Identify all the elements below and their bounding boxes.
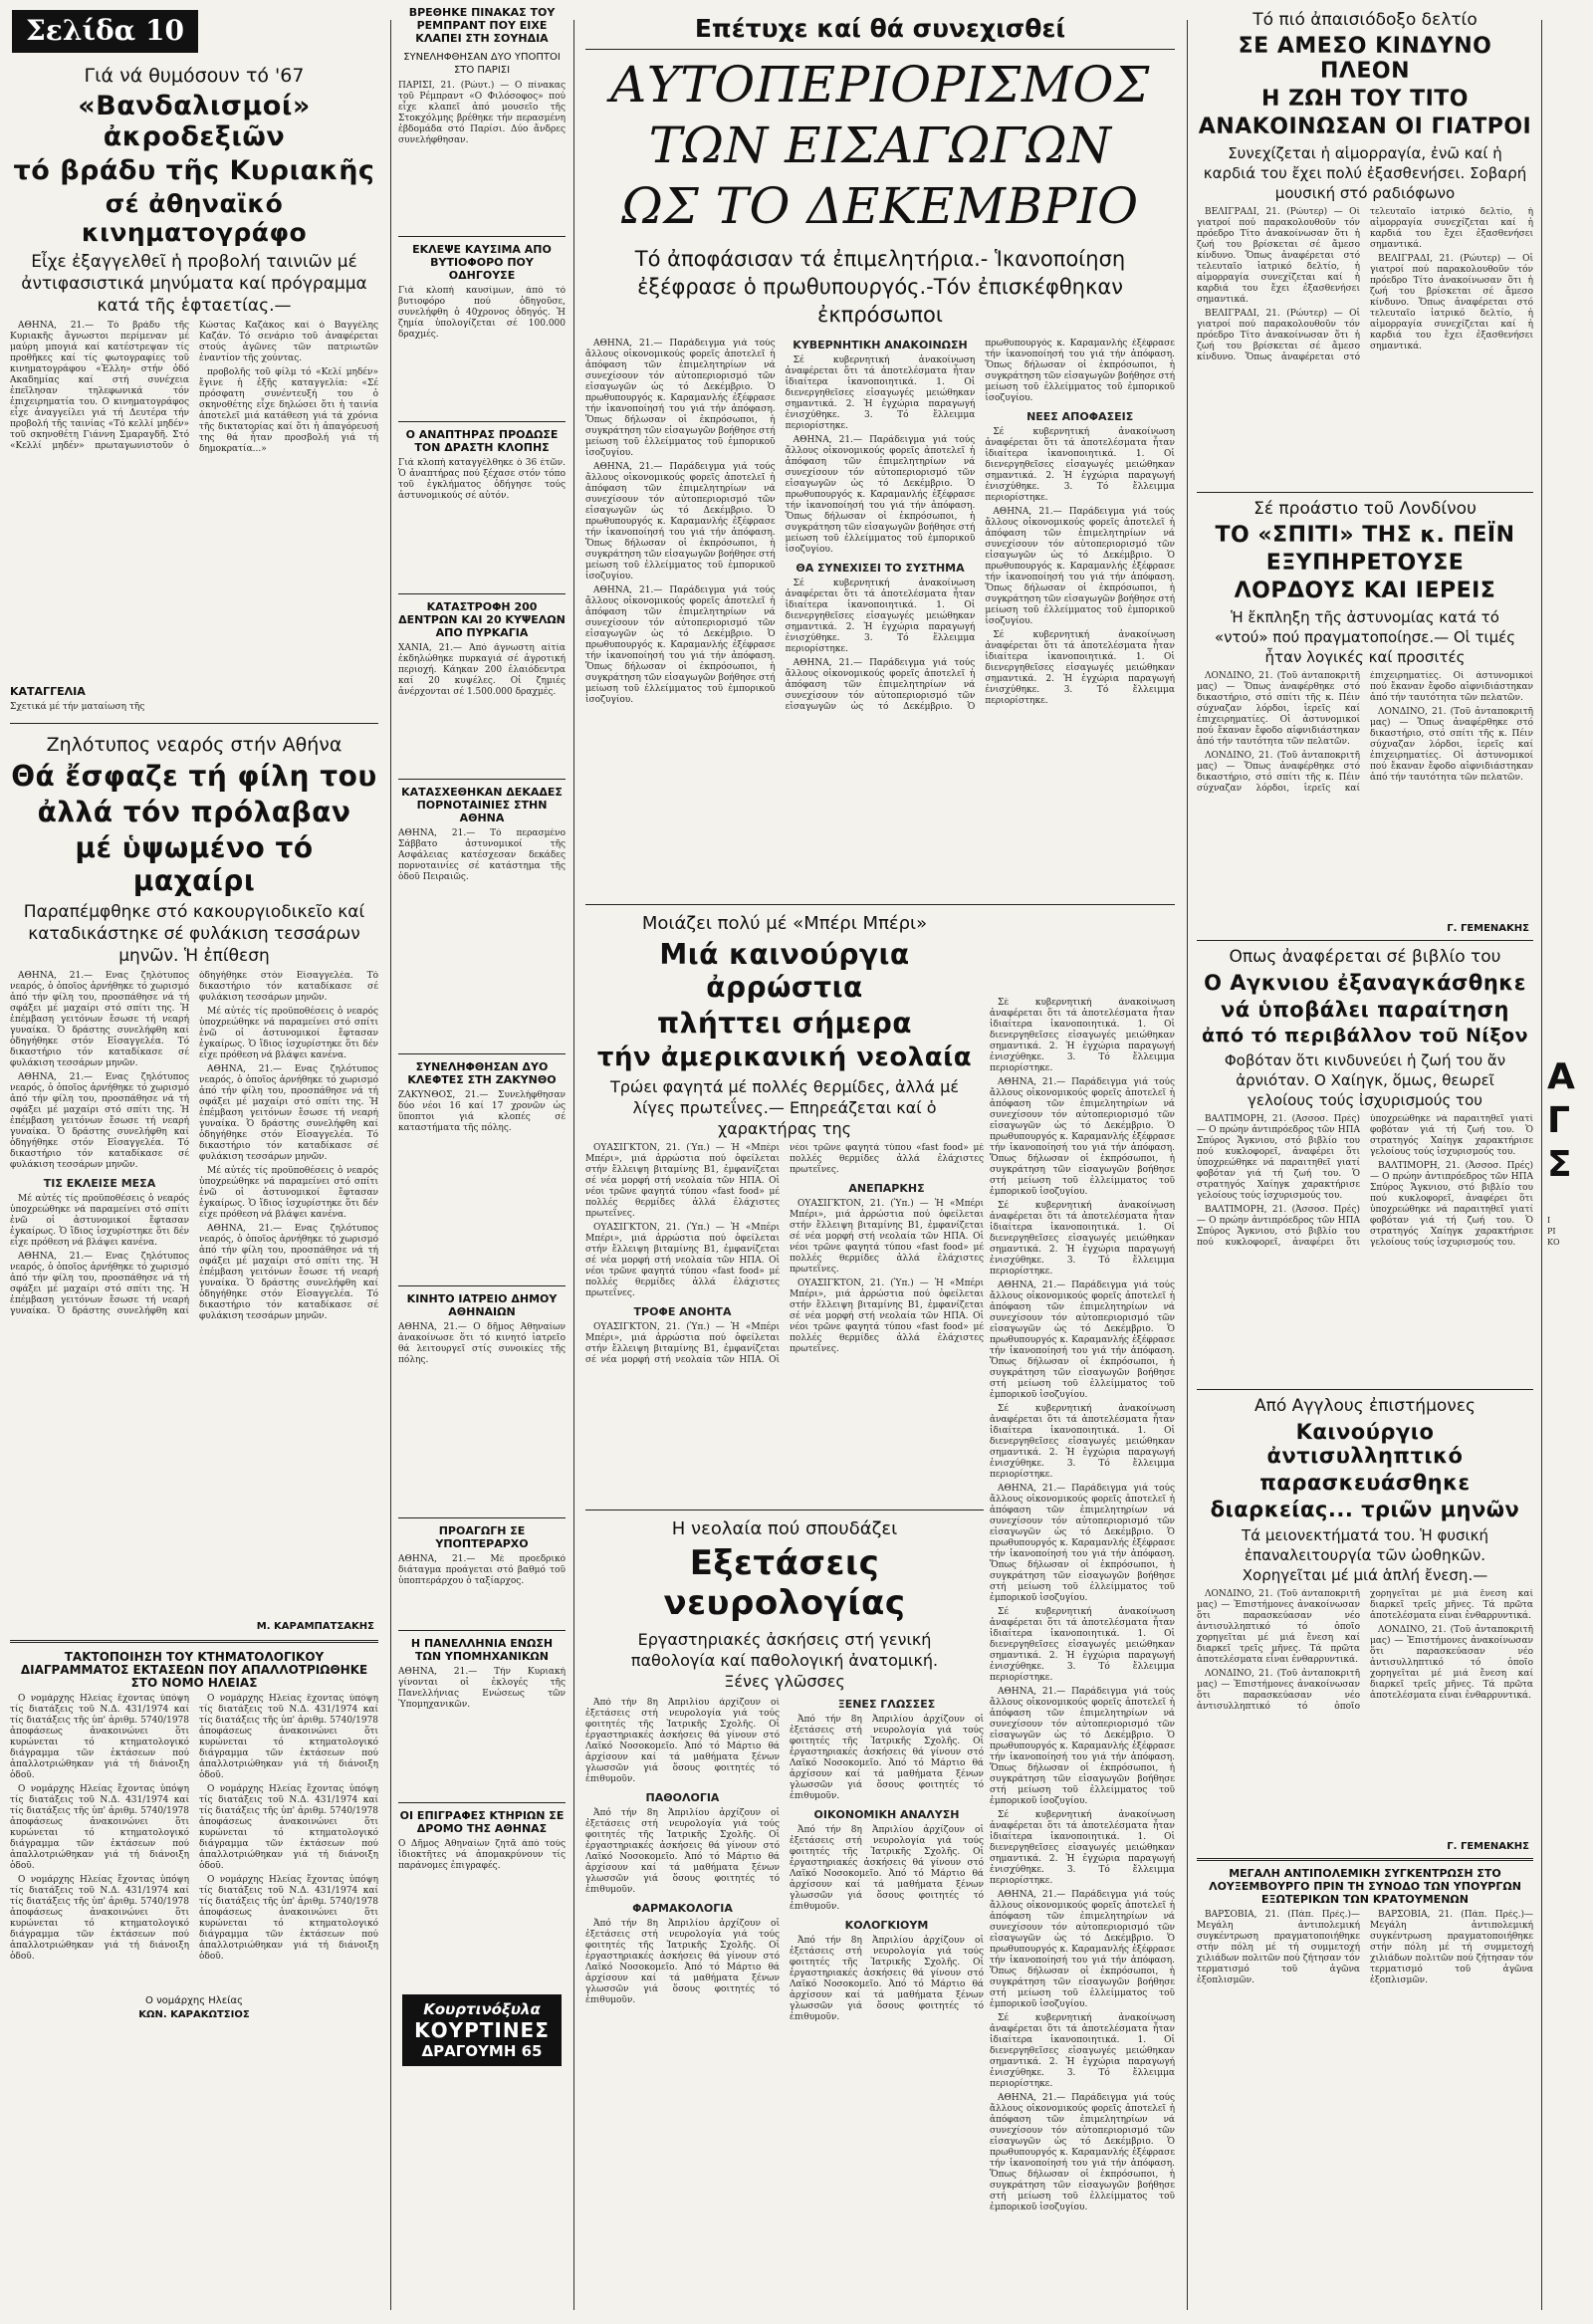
article-exams [577, 1518, 992, 2096]
signature-title: Ο νομάρχης Ηλείας [145, 1995, 243, 2006]
column-edge-fragment [1545, 0, 1593, 2324]
paragraph: ΑΘΗΝΑ, 21.— Ενας ζηλότυπος νεαρός, ὁ ὁποῖος ἀρνήθηκε τό χωρισμό ἀπό τήν φίλη του, προσπάθησε νά τή σφάξει μέ μαχαίρι στό σπίτι της. Ἡ ἐπέμβαση γειτόνων ἔσωσε τή νεαρή γυναίκα. Ὁ δράστης συνελήφθη καί ὁδηγήθηκε στόν Εἰσαγγελέα. Τό δικαστήριο τόν καταδίκασε σέ φυλάκιση τεσσάρων μηνῶν. [199, 1224, 378, 1321]
article-disease [577, 913, 992, 1502]
section-head: ΘΑ ΣΥΝΕΧΙΣΕΙ ΤΟ ΣΥΣΤΗΜΑ [796, 562, 965, 575]
brief-body: ΖΑΚΥΝΘΟΣ, 21.— Συνελήφθησαν δύο νέοι 16 καί 17 χρονῶν ὡς ὕποπτοι γιά κλοπές σέ καταστήματα τῆς πόλης. [398, 1090, 566, 1133]
headline-line: παρασκευάσθηκε [1259, 1471, 1471, 1495]
headline-line: σέ ἀθηναϊκό κινηματογράφο [81, 189, 308, 247]
brief-headline: ΚΙΝΗΤΟ ΙΑΤΡΕΙΟ ΔΗΜΟΥ ΑΘΗΝΑΙΩΝ [406, 1292, 558, 1318]
paragraph: Μέ αὐτές τίς προϋποθέσεις ὁ νεαρός ὑποχρεώθηκε νά παραμείνει στό σπίτι ἐνῶ οἱ ἀστυνομικοί ἔφτασαν ἐγκαίρως. Ὁ ἴδιος ἰσχυρίστηκε ὅτι δέν εἶχε πρόθεση νά βλάψει κανένα. [199, 1166, 378, 1220]
brief-body: ΧΑΝΙΑ, 21.— Ἀπό ἄγνωστη αἰτία ἐκδηλώθηκε πυρκαγιά σέ ἀγροτική περιοχή. Κάηκαν 200 ἐλαιόδεντρα καί 20 κυψέλες. Οἱ ζημιές ἀνέρχονται σέ 1.500.000 δραχμές. [398, 643, 566, 697]
section-head: ΟΙΚΟΝΟΜΙΚΗ ΑΝΑΛΥΣΗ [813, 1808, 960, 1821]
paragraph: ΒΑΡΣΟΒΙΑ, 21. (Πάπ. Πρές.)— Μεγάλη ἀντιπολεμική συγκέντρωση πραγματοποιήθηκε στήν πόλη μέ τή συμμετοχή χιλιάδων πολιτῶν πού ζήτησαν τόν τερματισμό τοῦ ἀγῶνα ἐξοπλισμῶν. [1197, 1910, 1360, 1985]
paragraph: Ο νομάρχης Ηλείας ἔχοντας ὑπόψη τίς διατάξεις τοῦ Ν.Δ. 431/1974 καί τίς διατάξεις τῆς ὑπ' ἀριθμ. 5740/1978 ἀποφάσεως ἀνακοινώνει ὅτι κυρώνεται τό κτηματολογικό διάγραμμα τῶν ἐκτάσεων πού ἀπαλλοτριώθηκαν γιά τή διάνοιξη ὁδοῦ. [199, 1784, 378, 1871]
subheadline: Φοβόταν ὅτι κινδυνεύει ἡ ζωή του ἄν ἀρνιόταν. Ο Χαίηγκ, ὅμως, θεωρεῖ γελοίους τούς ἰσχυρισμούς του [1224, 1051, 1506, 1109]
paragraph: Ἀπό τήν 8η Ἀπριλίου ἀρχίζουν οἱ ἐξετάσεις στή νευρολογία γιά τούς φοιτητές τῆς Ἰατρικῆς Σχολῆς. Οἱ ἐργαστηριακές ἀσκήσεις θά γίνουν στό Λαϊκό Νοσοκομεῖο. Ἀπό τό Μάρτιο θά ἀρχίσουν καί τά μαθήματα ξένων γλωσσῶν γιά ὅσους φοιτητές τό ἐπιθυμοῦν. [790, 1715, 984, 1801]
headline-line: Μιά καινούργια ἀρρώστια [659, 938, 910, 1004]
column-rule [573, 20, 574, 2310]
article-body [1197, 671, 1533, 920]
edge-fragment-text [1547, 1055, 1575, 1187]
headline-line: μέ ὑψωμένο τό μαχαίρι [75, 831, 314, 897]
paragraph: ΛΟΝΔΙΝΟ, 21. (Τοῦ ἀνταποκριτῆ μας) — Ὅπως ἀναφέρθηκε στό δικαστήριο, στό σπίτι τῆς κ. Πέιν σύχναζαν λόρδοι, ἱερεῖς καί ἐπιχειρηματίες. Οἱ ἀστυνομικοί πού ἔκαναν ἔφοδο αἰφνιδιάστηκαν ἀπό τήν ταυτότητα τῶν πελατῶν. [1370, 707, 1533, 783]
article-antiwar [1191, 1867, 1539, 2019]
headline-line: Ο Αγκνιου ἐξαναγκάσθηκε [1204, 971, 1526, 995]
paragraph: Ἀπό τήν 8η Ἀπριλίου ἀρχίζουν οἱ ἐξετάσεις στή νευρολογία γιά τούς φοιτητές τῆς Ἰατρικῆς Σχολῆς. Οἱ ἐργαστηριακές ἀσκήσεις θά γίνουν στό Λαϊκό Νοσοκομεῖο. Ἀπό τό Μάρτιο θά ἀρχίσουν καί τά μαθήματα ξένων γλωσσῶν γιά ὅσους φοιτητές τό ἐπιθυμοῦν. [585, 1919, 780, 2005]
headline-line: ΣΕ ΑΜΕΣΟ ΚΙΝΔΥΝΟ ΠΛΕΟΝ [1238, 34, 1492, 84]
paragraph: ΒΑΛΤΙΜΟΡΗ, 21. (Ἀσσοσ. Πρές) — Ο πρώην ἀντιπρόεδρος τῶν ΗΠΑ Σπύρος Ἄγκνιου, στό βιβλίο του πού κυκλοφορεῖ, ἀναφέρει ὅτι ὑποχρεώθηκε νά παραιτηθεῖ γιατί φοβόταν γιά τή ζωή του. Ὁ στρατηγός Χαίηγκ χαρακτήρισε γελοίους τούς ἰσχυρισμούς του. [1197, 1114, 1533, 1248]
paragraph: Σέ κυβερνητική ἀνακοίνωση ἀναφέρεται ὅτι τά ἀποτελέσματα ἦταν ἰδιαίτερα ἱκανοποιητικά. 1. Οἱ διενεργηθεῖσες εἰσαγωγές μειώθηκαν σημαντικά. 2. Ἡ ἐγχώρια παραγωγή ἐνισχύθηκε. 3. Τό ἔλλειμμα περιορίστηκε. [990, 1201, 1175, 1277]
brief-body: Γιά κλοπή καταγγέλθηκε ὁ 36 ἐτῶν. Ὁ ἀναπτήρας πού ξέχασε στόν τόπο τοῦ ἐγκλήματος ὁδήγησε τούς ἀστυνομικούς σέ αὐτόν. [398, 458, 566, 501]
kicker: Από Αγγλους ἐπιστήμονες [1254, 1396, 1476, 1416]
paragraph: Μέ αὐτές τίς προϋποθέσεις ὁ νεαρός ὑποχρεώθηκε νά παραμείνει στό σπίτι ἐνῶ οἱ ἀστυνομικοί ἔφτασαν ἐγκαίρως. Ὁ ἴδιος ἰσχυρίστηκε ὅτι δέν εἶχε πρόθεση νά βλάψει κανένα. [10, 1194, 189, 1248]
paragraph: ΛΟΝΔΙΝΟ, 21. (Τοῦ ἀνταποκριτῆ μας) — Ὅπως ἀναφέρθηκε στό δικαστήριο, στό σπίτι τῆς κ. Πέιν σύχναζαν λόρδοι, ἱερεῖς καί ἐπιχειρηματίες. Οἱ ἀστυνομικοί πού ἔκαναν ἔφοδο αἰφνιδιάστηκαν ἀπό τήν ταυτότητα τῶν πελατῶν. [1197, 671, 1533, 794]
paragraph: ΑΘΗΝΑ, 21.— Ενας ζηλότυπος νεαρός, ὁ ὁποῖος ἀρνήθηκε τό χωρισμό ἀπό τήν φίλη του, προσπάθησε νά τή σφάξει μέ μαχαίρι στό σπίτι της. Ἡ ἐπέμβαση γειτόνων ἔσωσε τή νεαρή γυναίκα. Ὁ δράστης συνελήφθη καί ὁδηγήθηκε στόν Εἰσαγγελέα. Τό δικαστήριο τόν καταδίκασε σέ φυλάκιση τεσσάρων μηνῶν. [10, 971, 378, 1316]
brief-body: ΑΘΗΝΑ, 21.— Τήν Κυριακή γίνονται οἱ ἐκλογές τῆς Πανελλήνιας Ενώσεως τῶν Ὑπομηχανικῶν. [398, 1667, 566, 1710]
brief-headline: ΚΑΤΑΣΧΕΘΗΚΑΝ ΔΕΚΑΔΕΣ ΠΟΡΝΟΤΑΙΝΙΕΣ ΣΤΗΝ ΑΘΗΝΑ [401, 786, 563, 824]
article-continuation [990, 998, 1175, 2282]
paragraph: ΑΘΗΝΑ, 21.— Τό βράδυ τῆς Κυριακῆς ἄγνωστοι περίμεναν μέ μαύρη μπογιά καί κατέστρεψαν τίς προθῆκες καί τίς φωτογραφίες τοῦ κινηματογράφου «Ἐλλη» στήν ὁδό Ακαδημίας καί στή συνέχεια ἐπεῖλησαν τηλεφωνικά τόν ἐπιχειρηματία του. Ο κινηματογράφος εἶχε ἀναγγείλει γιά τή Δευτέρα τήν προβολή τῆς ταινίας «Τό κελλί μηδέν» τοῦ σκηνοθέτη Γιάννη Σμαραγδῆ. Στό «Κελλί μηδέν» πρωταγωνιστοῦν ὁ Κώστας Καζάκος καί ὁ Βαγγέλης Καζάν. Τό σενάριο τοῦ ἀναφέρεται στούς ἀγῶνες τῶν πατριωτῶν ἐναντίον τῆς χούντας. [10, 321, 378, 451]
ad-line: ΔΡΑΓΟΥΜΗ 65 [421, 2042, 543, 2060]
paragraph: ΒΑΛΤΙΜΟΡΗ, 21. (Ἀσσοσ. Πρές) — Ο πρώην ἀντιπρόεδρος τῶν ΗΠΑ Σπύρος Ἄγκνιου, στό βιβλίο του πού κυκλοφορεῖ, ἀναφέρει ὅτι ὑποχρεώθηκε νά παραιτηθεῖ γιατί φοβόταν γιά τή ζωή του. Ὁ στρατηγός Χαίηγκ χαρακτήρισε γελοίους τούς ἰσχυρισμούς του. [1197, 1114, 1360, 1201]
headline-line: τό βράδυ τῆς Κυριακῆς [13, 155, 375, 186]
paragraph: Σέ κυβερνητική ἀνακοίνωση ἀναφέρεται ὅτι τά ἀποτελέσματα ἦταν ἰδιαίτερα ἱκανοποιητικά. 1. Οἱ διενεργηθεῖσες εἰσαγωγές μειώθηκαν σημαντικά. 2. Ἡ ἐγχώρια παραγωγή ἐνισχύθηκε. 3. Τό ἔλλειμμα περιορίστηκε. [985, 630, 1175, 706]
paragraph: ΑΘΗΝΑ, 21.— Παράδειγμα γιά τούς ἄλλους οἰκονομικούς φορεῖς ἀποτελεῖ ἡ ἀπόφαση τῶν ἐπιμελητηρίων νά συνεχίσουν τόν αὐτοπεριορισμό τῶν εἰσαγωγῶν ὡς τό Δεκέμβριο. Ὁ πρωθυπουργός κ. Καραμανλής ἐξέφρασε τήν ἱκανοποίησή του γιά τήν ἀπόφαση. Ὅπως δήλωσαν οἱ ἐκπρόσωποι, ἡ συγκράτηση τῶν εἰσαγωγῶν βοήθησε στή μείωση τοῦ ἐλλείμματος τοῦ ἐμπορικοῦ ἰσοζυγίου. [990, 1077, 1175, 1197]
brief-headline: ΟΙ ΕΠΙΓΡΑΦΕΣ ΚΤΗΡΙΩΝ ΣΕ ΔΡΟΜΟ ΤΗΣ ΑΘΗΝΑΣ [399, 1809, 565, 1835]
kicker: Ζηλότυπος νεαρός στήν Αθήνα [46, 734, 342, 756]
paragraph: Σέ κυβερνητική ἀνακοίνωση ἀναφέρεται ὅτι τά ἀποτελέσματα ἦταν ἰδιαίτερα ἱκανοποιητικά. 1. Οἱ διενεργηθεῖσες εἰσαγωγές μειώθηκαν σημαντικά. 2. Ἡ ἐγχώρια παραγωγή ἐνισχύθηκε. 3. Τό ἔλλειμμα περιορίστηκε. [785, 355, 976, 431]
brief-body: Γιά κλοπή καυσίμων, ἀπό τό βυτιοφόρο πού ὁδηγοῦσε, συνελήφθη ὁ 40χρονος ὁδηγός. Ἡ ζημία ὑπολογίζεται σέ 100.000 δραχμές. [398, 286, 566, 340]
paragraph: Ἀπό τήν 8η Ἀπριλίου ἀρχίζουν οἱ ἐξετάσεις στή νευρολογία γιά τούς φοιτητές τῆς Ἰατρικῆς Σχολῆς. Οἱ ἐργαστηριακές ἀσκήσεις θά γίνουν στό Λαϊκό Νοσοκομεῖο. Ἀπό τό Μάρτιο θά ἀρχίσουν καί τά μαθήματα ξένων γλωσσῶν γιά ὅσους φοιτητές τό ἐπιθυμοῦν. [585, 1808, 780, 1895]
paragraph: Σέ κυβερνητική ἀνακοίνωση ἀναφέρεται ὅτι τά ἀποτελέσματα ἦταν ἰδιαίτερα ἱκανοποιητικά. 1. Οἱ διενεργηθεῖσες εἰσαγωγές μειώθηκαν σημαντικά. 2. Ἡ ἐγχώρια παραγωγή ἐνισχύθηκε. 3. Τό ἔλλειμμα περιορίστηκε. [990, 1404, 1175, 1480]
edge-glyph: ΡΙ [1547, 1227, 1556, 1236]
paragraph: ΑΘΗΝΑ, 21.— Παράδειγμα γιά τούς ἄλλους οἰκονομικούς φορεῖς ἀποτελεῖ ἡ ἀπόφαση τῶν ἐπιμελητηρίων νά συνεχίσουν τόν αὐτοπεριορισμό τῶν εἰσαγωγῶν ὡς τό Δεκέμβριο. Ὁ πρωθυπουργός κ. Καραμανλής ἐξέφρασε τήν ἱκανοποίησή του γιά τήν ἀπόφαση. Ὅπως δήλωσαν οἱ ἐκπρόσωποι, ἡ συγκράτηση τῶν εἰσαγωγῶν βοήθησε στή μείωση τοῦ ἐλλείμματος τοῦ ἐμπορικοῦ ἰσοζυγίου. [990, 1280, 1175, 1400]
paragraph: Μέ αὐτές τίς προϋποθέσεις ὁ νεαρός ὑποχρεώθηκε νά παραμείνει στό σπίτι ἐνῶ οἱ ἀστυνομικοί ἔφτασαν ἐγκαίρως. Ὁ ἴδιος ἰσχυρίστηκε ὅτι δέν εἶχε πρόθεση νά βλάψει κανένα. [199, 1007, 378, 1060]
paragraph: ΒΕΛΙΓΡΑΔΙ, 21. (Ρώυτερ) — Οἱ γιατροί πού παρακολουθοῦν τόν πρόεδρο Τίτο ἀνακοίνωσαν ὅτι ἡ ζωή του βρίσκεται σέ ἄμεσο κίνδυνο. Ὅπως ἀναφέρεται στό τελευταῖο ἰατρικό δελτίο, ἡ αἱμορραγία συνεχίζεται καί ἡ καρδιά του ἔχει ἐξασθενήσει σημαντικά. [1197, 207, 1360, 305]
subheadline: Τρώει φαγητά μέ πολλές θερμίδες, ἀλλά μέ λίγες πρωτεΐνες.— Επηρεάζεται καί ὁ χαρακτήρας της [610, 1077, 959, 1138]
headline: ΜΕΓΑΛΗ ΑΝΤΙΠΟΛΕΜΙΚΗ ΣΥΓΚΕΝΤΡΩΣΗ ΣΤΟ ΛΟΥΞΕΜΒΟΥΡΓΟ ΠΡΙΝ ΤΗ ΣΥΝΟΔΟ ΤΩΝ ΥΠΟΥΡΓΩΝ ΕΞΩΤΕΡΙΚΩΝ ΤΩΝ ΚΡΑΤΟΥΜΕΝΩΝ [1209, 1867, 1521, 1906]
paragraph: Σχετικά μέ τήν ματαίωση τῆς [10, 702, 145, 712]
paragraph: Ο νομάρχης Ηλείας ἔχοντας ὑπόψη τίς διατάξεις τοῦ Ν.Δ. 431/1974 καί τίς διατάξεις τῆς ὑπ' ἀριθμ. 5740/1978 ἀποφάσεως ἀνακοινώνει ὅτι κυρώνεται τό κτηματολογικό διάγραμμα τῶν ἐκτάσεων πού ἀπαλλοτριώθηκαν γιά τή διάνοιξη ὁδοῦ. [10, 1784, 189, 1871]
subheadline: Τά μειονεκτήματά του. Ἡ φυσική ἐπαναλειτουργία τῶν ὠοθηκῶν. Χορηγεῖται μέ μιά ἁπλή ἔνεση.— [1242, 1526, 1488, 1584]
paragraph: προβολῆς τοῦ φίλμ τό «Κελί μηδέν» ἔγινε ἡ ἑξῆς καταγγελία: «Σέ πρόσφατη συνέντευξή του ὁ σκηνοθέτης εἶχε δηλώσει ὅτι ἡ ταινία ἀποτελεῖ μιά κατάθεση γιά τά χρόνια τῆς δικτατορίας καί ὅτι ἡ ἀπαγόρευσή της θά ἦταν προσβολή γιά τή δημοκρατία...» [199, 367, 378, 454]
headline: ΤΑΚΤΟΠΟΙΗΣΗ ΤΟΥ ΚΤΗΜΑΤΟΛΟΓΙΚΟΥ ΔΙΑΓΡΑΜΜΑΤΟΣ ΕΚΤΑΣΕΩΝ ΠΟΥ ΑΠΑΛΛΟΤΡΙΩΘΗΚΕ ΣΤΟ ΝΟΜΟ ΗΛΕΙΑΣ [20, 1650, 368, 1690]
headline-line: ΑΥΤΟΠΕΡΙΟΡΙΣΜΟΣ [610, 56, 1150, 114]
brief-headline: ΚΑΤΑΣΤΡΟΦΗ 200 ΔΕΝΤΡΩΝ ΚΑΙ 20 ΚΥΨΕΛΩΝ ΑΠΟ ΠΥΡΚΑΓΙΑ [398, 600, 566, 639]
paragraph: ΟΥΑΣΙΓΚΤΟΝ, 21. (Ὑπ.) — Ἡ «Μπέρι Μπέρι», μιά ἀρρώστια πού ὀφείλεται στήν ἔλλειψη βιταμίνης Β1, ἐμφανίζεται σέ νέα μορφή στή νεολαία τῶν ΗΠΑ. Οἱ νέοι τρῶνε φαγητά τύπου «fast food» μέ πολλές θερμίδες ἀλλά ἐλάχιστες πρωτεΐνες. [790, 1278, 984, 1354]
section-head: ΤΙΣ ΕΚΛΕΙΣΕ ΜΕΣΑ [43, 1177, 156, 1190]
article-tito [1191, 10, 1539, 486]
headline-line: ἀλλά τόν πρόλαβαν [37, 796, 351, 828]
paragraph: ΑΘΗΝΑ, 21.— Παράδειγμα γιά τούς ἄλλους οἰκονομικούς φορεῖς ἀποτελεῖ ἡ ἀπόφαση τῶν ἐπιμελητηρίων νά συνεχίσουν τόν αὐτοπεριορισμό τῶν εἰσαγωγῶν ὡς τό Δεκέμβριο. Ὁ πρωθυπουργός κ. Καραμανλής ἐξέφρασε τήν ἱκανοποίησή του γιά τήν ἀπόφαση. Ὅπως δήλωσαν οἱ ἐκπρόσωποι, ἡ συγκράτηση τῶν εἰσαγωγῶν βοήθησε στή μείωση τοῦ ἐλλείμματος τοῦ ἐμπορικοῦ ἰσοζυγίου. [785, 435, 976, 555]
section-head: ΤΡΟΦΕ ΑΝΟΗΤΑ [633, 1305, 732, 1318]
edge-fragment-body [1547, 1215, 1591, 1248]
headline-line: Καινούργιο ἀντισυλληπτικό [1266, 1420, 1464, 1468]
article-body [10, 321, 378, 679]
article-body [585, 1143, 984, 1502]
paragraph: ΟΥΑΣΙΓΚΤΟΝ, 21. (Ὑπ.) — Ἡ «Μπέρι Μπέρι», μιά ἀρρώστια πού ὀφείλεται στήν ἔλλειψη βιταμίνης Β1, ἐμφανίζεται σέ νέα μορφή στή νεολαία τῶν ΗΠΑ. Οἱ νέοι τρῶνε φαγητά τύπου «fast food» μέ πολλές θερμίδες ἀλλά ἐλάχιστες πρωτεΐνες. [585, 1143, 780, 1219]
paragraph: Ἀπό τήν 8η Ἀπριλίου ἀρχίζουν οἱ ἐξετάσεις στή νευρολογία γιά τούς φοιτητές τῆς Ἰατρικῆς Σχολῆς. Οἱ ἐργαστηριακές ἀσκήσεις θά γίνουν στό Λαϊκό Νοσοκομεῖο. Ἀπό τό Μάρτιο θά ἀρχίσουν καί τά μαθήματα ξένων γλωσσῶν γιά ὅσους φοιτητές τό ἐπιθυμοῦν. [790, 1825, 984, 1912]
paragraph: ΑΘΗΝΑ, 21.— Παράδειγμα γιά τούς ἄλλους οἰκονομικούς φορεῖς ἀποτελεῖ ἡ ἀπόφαση τῶν ἐπιμελητηρίων νά συνεχίσουν τόν αὐτοπεριορισμό τῶν εἰσαγωγῶν ὡς τό Δεκέμβριο. Ὁ πρωθυπουργός κ. Καραμανλής ἐξέφρασε τήν ἱκανοποίησή του γιά τήν ἀπόφαση. Ὅπως δήλωσαν οἱ ἐκπρόσωποι, ἡ συγκράτηση τῶν εἰσαγωγῶν βοήθησε στή μείωση τοῦ ἐλλείμματος τοῦ ἐμπορικοῦ ἰσοζυγίου. [990, 2093, 1175, 2212]
subheadline: Ἡ ἔκπληξη τῆς ἀστυνομίας κατά τό «ντού» πού πραγματοποίησε.— Οἱ τιμές ἦταν λογικές καί προσιτές [1214, 608, 1516, 666]
paragraph: ΛΟΝΔΙΝΟ, 21. (Τοῦ ἀνταποκριτῆ μας) — Ἐπιστήμονες ἀνακοίνωσαν ὅτι παρασκεύασαν νέο ἀντισυλληπτικό τό ὁποῖο χορηγεῖται μέ μιά ἔνεση καί διαρκεῖ τρεῖς μῆνες. Τά πρῶτα ἀποτελέσματα εἶναι ἐνθαρρυντικά. [1370, 1625, 1533, 1701]
kicker: Γιά νά θυμόσουν τό '67 [84, 65, 305, 87]
paragraph: Ο νομάρχης Ηλείας ἔχοντας ὑπόψη τίς διατάξεις τοῦ Ν.Δ. 431/1974 καί τίς διατάξεις τῆς ὑπ' ἀριθμ. 5740/1978 ἀποφάσεως ἀνακοινώνει ὅτι κυρώνεται τό κτηματολογικό διάγραμμα τῶν ἐκτάσεων πού ἀπαλλοτριώθηκαν γιά τή διάνοιξη ὁδοῦ. [199, 1694, 378, 1780]
paragraph: ΒΑΡΣΟΒΙΑ, 21. (Πάπ. Πρές.)— Μεγάλη ἀντιπολεμική συγκέντρωση πραγματοποιήθηκε στήν πόλη μέ τή συμμετοχή χιλιάδων πολιτῶν πού ζήτησαν τόν τερματισμό τοῦ ἀγῶνα ἐξοπλισμῶν. [1370, 1910, 1533, 1985]
byline: Μ. ΚΑΡΑΜΠΑΤΣΑΚΗΣ [256, 1621, 374, 1632]
subheadline: Παραπέμφθηκε στό κακουργιοδικεῖο καί καταδικάστηκε σέ φυλάκιση τεσσάρων μηνῶν. Ἡ ἐπίθεση [23, 902, 365, 966]
brief-body: Ο Δῆμος Ἀθηναίων ζητᾶ ἀπό τούς ἰδιοκτῆτες νά ἀπομακρύνουν τίς παράνομες ἐπιγραφές. [398, 1839, 566, 1871]
article-body [10, 1694, 378, 1992]
brief-headline: ΠΡΟΑΓΩΓΗ ΣΕ ΥΠΟΠΤΕΡΑΡΧΟ [435, 1524, 529, 1550]
column-rule [1187, 20, 1188, 2310]
paragraph: ΟΥΑΣΙΓΚΤΟΝ, 21. (Ὑπ.) — Ἡ «Μπέρι Μπέρι», μιά ἀρρώστια πού ὀφείλεται στήν ἔλλειψη βιταμίνης Β1, ἐμφανίζεται σέ νέα μορφή στή νεολαία τῶν ΗΠΑ. Οἱ νέοι τρῶνε φαγητά τύπου «fast food» μέ πολλές θερμίδες ἀλλά ἐλάχιστες πρωτεΐνες. [790, 1199, 984, 1275]
paragraph: ΑΘΗΝΑ, 21.— Ενας ζηλότυπος νεαρός, ὁ ὁποῖος ἀρνήθηκε τό χωρισμό ἀπό τήν φίλη του, προσπάθησε νά τή σφάξει μέ μαχαίρι στό σπίτι της. Ἡ ἐπέμβαση γειτόνων ἔσωσε τή νεαρή γυναίκα. Ὁ δράστης συνελήφθη καί ὁδηγήθηκε στόν Εἰσαγγελέα. Τό δικαστήριο τόν καταδίκασε σέ φυλάκιση τεσσάρων μηνῶν. [10, 1072, 189, 1170]
edge-glyph: ΚΟ [1547, 1238, 1560, 1247]
kicker: Σέ προάστιο τοῦ Λονδίνου [1253, 499, 1477, 519]
paragraph: ΒΕΛΙΓΡΑΔΙ, 21. (Ρώυτερ) — Οἱ γιατροί πού παρακολουθοῦν τόν πρόεδρο Τίτο ἀνακοίνωσαν ὅτι ἡ ζωή του βρίσκεται σέ ἄμεσο κίνδυνο. Ὅπως ἀναφέρεται στό τελευταῖο ἰατρικό δελτίο, ἡ αἱμορραγία συνεχίζεται καί ἡ καρδιά του ἔχει ἐξασθενήσει σημαντικά. [1197, 207, 1533, 362]
article-body [585, 339, 1175, 896]
headline-line: «Βανδαλισμοί» ἀκροδεξιῶν [78, 91, 311, 152]
headline-line: ΤΩΝ ΕΙΣΑΓΩΓΩΝ [648, 116, 1112, 174]
article-agnew [1191, 947, 1539, 1383]
edge-glyph: Σ [1547, 1144, 1572, 1185]
headline-line: Η ΖΩΗ ΤΟΥ ΤΙΤΟ [1261, 87, 1469, 112]
advertisement [402, 1994, 562, 2066]
paragraph: ΑΘΗΝΑ, 21.— Παράδειγμα γιά τούς ἄλλους οἰκονομικούς φορεῖς ἀποτελεῖ ἡ ἀπόφαση τῶν ἐπιμελητηρίων νά συνεχίσουν τόν αὐτοπεριορισμό τῶν εἰσαγωγῶν ὡς τό Δεκέμβριο. Ὁ πρωθυπουργός κ. Καραμανλής ἐξέφρασε τήν ἱκανοποίησή του γιά τήν ἀπόφαση. Ὅπως δήλωσαν οἱ ἐκπρόσωποι, ἡ συγκράτηση τῶν εἰσαγωγῶν βοήθησε στή μείωση τοῦ ἐλλείμματος τοῦ ἐμπορικοῦ ἰσοζυγίου. [990, 1484, 1175, 1603]
section-head: ΑΝΕΠΑΡΚΗΣ [848, 1182, 925, 1195]
subheadline: Εἶχε ἐξαγγελθεῖ ἡ προβολή ταινιῶν μέ ἀντιφασιστικά μηνύματα καί πρόγραμμα κατά τῆς ἑφταετίας.— [21, 252, 367, 316]
ad-line: ΚΟΥΡΤΙΝΕΣ [414, 2018, 550, 2042]
page-label: Σελίδα 10 [12, 10, 198, 53]
section-head: ΚΟΛΟΓΚΙΟΥΜ [844, 1919, 929, 1932]
article-vandalism [0, 65, 388, 713]
paragraph: ΑΘΗΝΑ, 21.— Παράδειγμα γιά τούς ἄλλους οἰκονομικούς φορεῖς ἀποτελεῖ ἡ ἀπόφαση τῶν ἐπιμελητηρίων νά συνεχίσουν τόν αὐτοπεριορισμό τῶν εἰσαγωγῶν ὡς τό Δεκέμβριο. Ὁ πρωθυπουργός κ. Καραμανλής ἐξέφρασε τήν ἱκανοποίησή του γιά τήν ἀπόφαση. Ὅπως δήλωσαν οἱ ἐκπρόσωποι, ἡ συγκράτηση τῶν εἰσαγωγῶν βοήθησε στή μείωση τοῦ ἐλλείμματος τοῦ ἐμπορικοῦ ἰσοζυγίου. [785, 339, 1175, 712]
brief-body: ΠΑΡΙΣΙ, 21. (Ρώυτ.) — Ο πίνακας τοῦ Ρέμπραντ «Ο Φιλόσοφος» πού εἶχε κλαπεῖ ἀπό μουσεῖο τῆς Στοκχόλμης βρέθηκε τήν περασμένη ἑβδομάδα στό Παρίσι. Δύο ἄνδρες συνελήφθησαν. [398, 81, 566, 145]
paragraph: Σέ κυβερνητική ἀνακοίνωση ἀναφέρεται ὅτι τά ἀποτελέσματα ἦταν ἰδιαίτερα ἱκανοποιητικά. 1. Οἱ διενεργηθεῖσες εἰσαγωγές μειώθηκαν σημαντικά. 2. Ἡ ἐγχώρια παραγωγή ἐνισχύθηκε. 3. Τό ἔλλειμμα περιορίστηκε. [990, 2013, 1175, 2089]
headline-line: ἀπό τό περιβάλλον τοῦ Νίξον [1201, 1025, 1529, 1046]
column-briefs [394, 0, 569, 2324]
paragraph: Ἀπό τήν 8η Ἀπριλίου ἀρχίζουν οἱ ἐξετάσεις στή νευρολογία γιά τούς φοιτητές τῆς Ἰατρικῆς Σχολῆς. Οἱ ἐργαστηριακές ἀσκήσεις θά γίνουν στό Λαϊκό Νοσοκομεῖο. Ἀπό τό Μάρτιο θά ἀρχίσουν καί τά μαθήματα ξένων γλωσσῶν γιά ὅσους φοιτητές τό ἐπιθυμοῦν. [790, 1936, 984, 2022]
column-rule [390, 20, 391, 2310]
headline-line: νά ὑποβάλει παραίτηση [1220, 998, 1510, 1022]
paragraph: Ο νομάρχης Ηλείας ἔχοντας ὑπόψη τίς διατάξεις τοῦ Ν.Δ. 431/1974 καί τίς διατάξεις τῆς ὑπ' ἀριθμ. 5740/1978 ἀποφάσεως ἀνακοινώνει ὅτι κυρώνεται τό κτηματολογικό διάγραμμα τῶν ἐκτάσεων πού ἀπαλλοτριώθηκαν γιά τή διάνοιξη ὁδοῦ. [10, 1875, 189, 1962]
section-head: ΞΕΝΕΣ ΓΛΩΣΣΕΣ [837, 1698, 936, 1711]
article-body [585, 1698, 984, 2096]
subheadline: Συνεχίζεται ἡ αἱμορραγία, ἐνῶ καί ἡ καρδιά του ἔχει πολύ ἐξασθενήσει. Σοβαρή μουσική στό ραδιόφωνο [1203, 144, 1527, 202]
headline-line: ΤΟ «ΣΠΙΤΙ» ΤΗΣ κ. ΠΕΪΝ [1215, 523, 1515, 548]
brief-headline: Ο ΑΝΑΠΤΗΡΑΣ ΠΡΟΔΩΣΕ ΤΟΝ ΔΡΑΣΤΗ ΚΛΟΠΗΣ [405, 428, 559, 454]
paragraph: Σέ κυβερνητική ἀνακοίνωση ἀναφέρεται ὅτι τά ἀποτελέσματα ἦταν ἰδιαίτερα ἱκανοποιητικά. 1. Οἱ διενεργηθεῖσες εἰσαγωγές μειώθηκαν σημαντικά. 2. Ἡ ἐγχώρια παραγωγή ἐνισχύθηκε. 3. Τό ἔλλειμμα περιορίστηκε. [990, 1607, 1175, 1683]
edge-glyph: Γ [1547, 1100, 1570, 1141]
headline-line: τήν ἀμερικανική νεολαία [596, 1043, 973, 1072]
section-head: ΚΑΤΑΓΓΕΛΙΑ [10, 685, 86, 698]
paragraph: ΟΥΑΣΙΓΚΤΟΝ, 21. (Ὑπ.) — Ἡ «Μπέρι Μπέρι», μιά ἀρρώστια πού ὀφείλεται στήν ἔλλειψη βιταμίνης Β1, ἐμφανίζεται σέ νέα μορφή στή νεολαία τῶν ΗΠΑ. Οἱ νέοι τρῶνε φαγητά τύπου «fast food» μέ πολλές θερμίδες ἀλλά ἐλάχιστες πρωτεΐνες. [585, 1143, 984, 1365]
brief-body: ΑΘΗΝΑ, 21.— Ο δῆμος Ἀθηναίων ἀνακοίνωσε ὅτι τό κινητό ἰατρεῖο θά λειτουργεῖ στίς συνοικίες τῆς πόλης. [398, 1322, 566, 1365]
headline-line: ΛΟΡΔΟΥΣ ΚΑΙ ΙΕΡΕΙΣ [1234, 579, 1496, 603]
headline-line: Θά ἔσφαζε τή φίλη του [11, 760, 377, 793]
paragraph: ΒΕΛΙΓΡΑΔΙ, 21. (Ρώυτερ) — Οἱ γιατροί πού παρακολουθοῦν τόν πρόεδρο Τίτο ἀνακοίνωσαν ὅτι ἡ ζωή του βρίσκεται σέ ἄμεσο κίνδυνο. Ὅπως ἀναφέρεται στό τελευταῖο ἰατρικό δελτίο, ἡ αἱμορραγία συνεχίζεται καί ἡ καρδιά του ἔχει ἐξασθενήσει σημαντικά. [1370, 254, 1533, 351]
byline: Γ. ΓΕΜΕΝΑΚΗΣ [1447, 1841, 1529, 1852]
paragraph: Σέ κυβερνητική ἀνακοίνωση ἀναφέρεται ὅτι τά ἀποτελέσματα ἦταν ἰδιαίτερα ἱκανοποιητικά. 1. Οἱ διενεργηθεῖσες εἰσαγωγές μειώθηκαν σημαντικά. 2. Ἡ ἐγχώρια παραγωγή ἐνισχύθηκε. 3. Τό ἔλλειμμα περιορίστηκε. [990, 998, 1175, 1073]
kicker: Η νεολαία πού σπουδάζει [671, 1518, 898, 1539]
kicker: Τό πιό ἀπαισιόδοξο δελτίο [1252, 10, 1478, 30]
section-head: ΚΥΒΕΡΝΗΤΙΚΗ ΑΝΑΚΟΙΝΩΣΗ [793, 339, 968, 351]
headline: Εξετάσεις νευρολογίας [663, 1543, 906, 1623]
paragraph: ΛΟΝΔΙΝΟ, 21. (Τοῦ ἀνταποκριτῆ μας) — Ἐπιστήμονες ἀνακοίνωσαν ὅτι παρασκεύασαν νέο ἀντισυλληπτικό τό ὁποῖο χορηγεῖται μέ μιά ἔνεση καί διαρκεῖ τρεῖς μῆνες. Τά πρῶτα ἀποτελέσματα εἶναι ἐνθαρρυντικά. [1197, 1589, 1360, 1665]
article-body [1197, 1910, 1533, 2019]
article-imports [577, 14, 1183, 896]
kicker: Οπως ἀναφέρεται σέ βιβλίο του [1229, 947, 1501, 967]
paragraph: Σέ κυβερνητική ἀνακοίνωση ἀναφέρεται ὅτι τά ἀποτελέσματα ἦταν ἰδιαίτερα ἱκανοποιητικά. 1. Οἱ διενεργηθεῖσες εἰσαγωγές μειώθηκαν σημαντικά. 2. Ἡ ἐγχώρια παραγωγή ἐνισχύθηκε. 3. Τό ἔλλειμμα περιορίστηκε. [785, 579, 976, 654]
paragraph: ΛΟΝΔΙΝΟ, 21. (Τοῦ ἀνταποκριτῆ μας) — Ἐπιστήμονες ἀνακοίνωσαν ὅτι παρασκεύασαν νέο ἀντισυλληπτικό τό ὁποῖο χορηγεῖται μέ μιά ἔνεση καί διαρκεῖ τρεῖς μῆνες. Τά πρῶτα ἀποτελέσματα εἶναι ἐνθαρρυντικά. [1197, 1589, 1533, 1712]
headline-line: διαρκείας... τριῶν μηνῶν [1210, 1498, 1520, 1521]
article-body [1197, 1589, 1533, 1838]
column-right [1191, 0, 1539, 2324]
kicker: Επέτυχε καί θά συνεχισθεί [694, 14, 1066, 43]
subheadline: Τό ἀποφάσισαν τά ἐπιμελητήρια.- Ἱκανοποίηση ἐξέφρασε ὁ πρωθυπουργός.-Τόν ἐπισκέφθηκαν ἐκπρόσωποι [634, 247, 1126, 327]
paragraph: ΑΘΗΝΑ, 21.— Παράδειγμα γιά τούς ἄλλους οἰκονομικούς φορεῖς ἀποτελεῖ ἡ ἀπόφαση τῶν ἐπιμελητηρίων νά συνεχίσουν τόν αὐτοπεριορισμό τῶν εἰσαγωγῶν ὡς τό Δεκέμβριο. Ὁ πρωθυπουργός κ. Καραμανλής ἐξέφρασε τήν ἱκανοποίησή του γιά τήν ἀπόφαση. Ὅπως δήλωσαν οἱ ἐκπρόσωποι, ἡ συγκράτηση τῶν εἰσαγωγῶν βοήθησε στή μείωση τοῦ ἐλλείμματος τοῦ ἐμπορικοῦ ἰσοζυγίου. [585, 462, 776, 581]
section-head: ΠΑΘΟΛΟΓΙΑ [645, 1791, 720, 1804]
paragraph: ΑΘΗΝΑ, 21.— Παράδειγμα γιά τούς ἄλλους οἰκονομικούς φορεῖς ἀποτελεῖ ἡ ἀπόφαση τῶν ἐπιμελητηρίων νά συνεχίσουν τόν αὐτοπεριορισμό τῶν εἰσαγωγῶν ὡς τό Δεκέμβριο. Ὁ πρωθυπουργός κ. Καραμανλής ἐξέφρασε τήν ἱκανοποίησή του γιά τήν ἀπόφαση. Ὅπως δήλωσαν οἱ ἐκπρόσωποι, ἡ συγκράτηση τῶν εἰσαγωγῶν βοήθησε στή μείωση τοῦ ἐλλείμματος τοῦ ἐμπορικοῦ ἰσοζυγίου. [585, 585, 776, 705]
kicker: Μοιάζει πολύ μέ «Μπέρι Μπέρι» [641, 913, 928, 934]
column-center [577, 0, 1183, 2324]
brief-headline: ΕΚΛΕΨΕ ΚΑΥΣΙΜΑ ΑΠΟ ΒΥΤΙΟΦΟΡΟ ΠΟΥ ΟΔΗΓΟΥΣΕ [412, 243, 552, 282]
paragraph: ΑΘΗΝΑ, 21.— Ενας ζηλότυπος νεαρός, ὁ ὁποῖος ἀρνήθηκε τό χωρισμό ἀπό τήν φίλη του, προσπάθησε νά τή σφάξει μέ μαχαίρι στό σπίτι της. Ἡ ἐπέμβαση γειτόνων ἔσωσε τή νεαρή γυναίκα. Ὁ δράστης συνελήφθη καί ὁδηγήθηκε στόν Εἰσαγγελέα. Τό δικαστήριο τόν καταδίκασε σέ φυλάκιση τεσσάρων μηνῶν. [199, 1064, 378, 1162]
paragraph: Ο νομάρχης Ηλείας ἔχοντας ὑπόψη τίς διατάξεις τοῦ Ν.Δ. 431/1974 καί τίς διατάξεις τῆς ὑπ' ἀριθμ. 5740/1978 ἀποφάσεως ἀνακοινώνει ὅτι κυρώνεται τό κτηματολογικό διάγραμμα τῶν ἐκτάσεων πού ἀπαλλοτριώθηκαν γιά τή διάνοιξη ὁδοῦ. [10, 1694, 189, 1780]
article-body [10, 971, 378, 1618]
subheadline: Εργαστηριακές ἀσκήσεις στή γενική παθολογία καί παθολογική ἀνατομική. Ξένες γλῶσσες [630, 1630, 939, 1691]
paragraph: Ἀπό τήν 8η Ἀπριλίου ἀρχίζουν οἱ ἐξετάσεις στή νευρολογία γιά τούς φοιτητές τῆς Ἰατρικῆς Σχολῆς. Οἱ ἐργαστηριακές ἀσκήσεις θά γίνουν στό Λαϊκό Νοσοκομεῖο. Ἀπό τό Μάρτιο θά ἀρχίσουν καί τά μαθήματα ξένων γλωσσῶν γιά ὅσους φοιτητές τό ἐπιθυμοῦν. [585, 1698, 780, 1784]
paragraph: ΛΟΝΔΙΝΟ, 21. (Τοῦ ἀνταποκριτῆ μας) — Ὅπως ἀναφέρθηκε στό δικαστήριο, στό σπίτι τῆς κ. Πέιν σύχναζαν λόρδοι, ἱερεῖς καί ἐπιχειρηματίες. Οἱ ἀστυνομικοί πού ἔκαναν ἔφοδο αἰφνιδιάστηκαν ἀπό τήν ταυτότητα τῶν πελατῶν. [1197, 671, 1360, 747]
paragraph: ΑΘΗΝΑ, 21.— Ενας ζηλότυπος νεαρός, ὁ ὁποῖος ἀρνήθηκε τό χωρισμό ἀπό τήν φίλη του, προσπάθησε νά τή σφάξει μέ μαχαίρι στό σπίτι της. Ἡ ἐπέμβαση γειτόνων ἔσωσε τή νεαρή γυναίκα. Ὁ δράστης συνελήφθη καί ὁδηγήθηκε στόν Εἰσαγγελέα. Τό δικαστήριο τόν καταδίκασε σέ φυλάκιση τεσσάρων μηνῶν. [10, 971, 189, 1068]
brief-body: ΑΘΗΝΑ, 21.— Μέ προεδρικό διάταγμα προάγεται στό βαθμό τοῦ ὑποπτεράρχου ὁ ταξίαρχος. [398, 1554, 566, 1586]
article-cadastre [0, 1651, 388, 2020]
headline-line: ΕΞΥΠΗΡΕΤΟΥΣΕ [1265, 551, 1465, 576]
article-body [1197, 1114, 1533, 1383]
paragraph: Ο νομάρχης Ηλείας ἔχοντας ὑπόψη τίς διατάξεις τοῦ Ν.Δ. 431/1974 καί τίς διατάξεις τῆς ὑπ' ἀριθμ. 5740/1978 ἀποφάσεως ἀνακοινώνει ὅτι κυρώνεται τό κτηματολογικό διάγραμμα τῶν ἐκτάσεων πού ἀπαλλοτριώθηκαν γιά τή διάνοιξη ὁδοῦ. [199, 1875, 378, 1962]
brief-body: ΑΘΗΝΑ, 21.— Τό περασμένο Σάββατο ἀστυνομικοί τῆς Ασφάλειας κατέσχεσαν δεκάδες πορνοταινίες σέ κατάστημα τῆς ὁδοῦ Πειραιῶς. [398, 828, 566, 882]
article-body [1197, 207, 1533, 486]
column-left [0, 0, 388, 2324]
paragraph: ΑΘΗΝΑ, 21.— Παράδειγμα γιά τούς ἄλλους οἰκονομικούς φορεῖς ἀποτελεῖ ἡ ἀπόφαση τῶν ἐπιμελητηρίων νά συνεχίσουν τόν αὐτοπεριορισμό τῶν εἰσαγωγῶν ὡς τό Δεκέμβριο. Ὁ πρωθυπουργός κ. Καραμανλής ἐξέφρασε τήν ἱκανοποίησή του γιά τήν ἀπόφαση. Ὅπως δήλωσαν οἱ ἐκπρόσωποι, ἡ συγκράτηση τῶν εἰσαγωγῶν βοήθησε στή μείωση τοῦ ἐλλείμματος τοῦ ἐμπορικοῦ ἰσοζυγίου. [990, 1687, 1175, 1806]
headline-line: ΩΣ ΤΟ ΔΕΚΕΜΒΡΙΟ [621, 177, 1139, 235]
brief-headline: Η ΠΑΝΕΛΛΗΝΙΑ ΕΝΩΣΗ ΤΩΝ ΥΠΟΜΗΧΑΝΙΚΩΝ [410, 1637, 554, 1663]
headline-line: πλήττει σήμερα [657, 1007, 912, 1040]
article-london [1191, 499, 1539, 934]
brief-headline: ΣΥΝΕΛΗΦΘΗΣΑΝ ΔΥΟ ΚΛΕΦΤΕΣ ΣΤΗ ΖΑΚΥΝΘΟ [407, 1060, 557, 1086]
edge-glyph: Α [1547, 1056, 1575, 1097]
paragraph: ΑΘΗΝΑ, 21.— Παράδειγμα γιά τούς ἄλλους οἰκονομικούς φορεῖς ἀποτελεῖ ἡ ἀπόφαση τῶν ἐπιμελητηρίων νά συνεχίσουν τόν αὐτοπεριορισμό τῶν εἰσαγωγῶν ὡς τό Δεκέμβριο. Ὁ πρωθυπουργός κ. Καραμανλής ἐξέφρασε τήν ἱκανοποίησή του γιά τήν ἀπόφαση. Ὅπως δήλωσαν οἱ ἐκπρόσωποι, ἡ συγκράτηση τῶν εἰσαγωγῶν βοήθησε στή μείωση τοῦ ἐλλείμματος τοῦ ἐμπορικοῦ ἰσοζυγίου. [990, 1890, 1175, 2009]
section-head: ΦΑΡΜΑΚΟΛΟΓΙΑ [632, 1902, 733, 1915]
ad-line: Κουρτινόξυλα [423, 2000, 541, 2018]
paragraph: ΒΑΛΤΙΜΟΡΗ, 21. (Ἀσσοσ. Πρές) — Ο πρώην ἀντιπρόεδρος τῶν ΗΠΑ Σπύρος Ἄγκνιου, στό βιβλίο του πού κυκλοφορεῖ, ἀναφέρει ὅτι ὑποχρεώθηκε νά παραιτηθεῖ γιατί φοβόταν γιά τή ζωή του. Ὁ στρατηγός Χαίηγκ χαρακτήρισε γελοίους τούς ἰσχυρισμούς του. [1370, 1161, 1533, 1248]
paragraph: Σέ κυβερνητική ἀνακοίνωση ἀναφέρεται ὅτι τά ἀποτελέσματα ἦταν ἰδιαίτερα ἱκανοποιητικά. 1. Οἱ διενεργηθεῖσες εἰσαγωγές μειώθηκαν σημαντικά. 2. Ἡ ἐγχώρια παραγωγή ἐνισχύθηκε. 3. Τό ἔλλειμμα περιορίστηκε. [985, 427, 1175, 503]
signature-name: ΚΩΝ. ΚΑΡΑΚΩΤΣΙΟΣ [138, 2009, 250, 2020]
brief-subhead: ΣΥΝΕΛΗΦΘΗΣΑΝ ΔΥΟ ΥΠΟΠΤΟΙ ΣΤΟ ΠΑΡΙΣΙ [403, 52, 561, 76]
paragraph: ΟΥΑΣΙΓΚΤΟΝ, 21. (Ὑπ.) — Ἡ «Μπέρι Μπέρι», μιά ἀρρώστια πού ὀφείλεται στήν ἔλλειψη βιταμίνης Β1, ἐμφανίζεται σέ νέα μορφή στή νεολαία τῶν ΗΠΑ. Οἱ νέοι τρῶνε φαγητά τύπου «fast food» μέ πολλές θερμίδες ἀλλά ἐλάχιστες πρωτεΐνες. [585, 1223, 780, 1298]
article-contraceptive [1191, 1396, 1539, 1852]
brief-headline: ΒΡΕΘΗΚΕ ΠΙΝΑΚΑΣ ΤΟΥ ΡΕΜΠΡΑΝΤ ΠΟΥ ΕΙΧΕ ΚΛΑΠΕΙ ΣΤΗ ΣΟΥΗΔΙΑ [408, 6, 556, 45]
byline: Γ. ΓΕΜΕΝΑΚΗΣ [1447, 923, 1529, 934]
paragraph: Σέ κυβερνητική ἀνακοίνωση ἀναφέρεται ὅτι τά ἀποτελέσματα ἦταν ἰδιαίτερα ἱκανοποιητικά. 1. Οἱ διενεργηθεῖσες εἰσαγωγές μειώθηκαν σημαντικά. 2. Ἡ ἐγχώρια παραγωγή ἐνισχύθηκε. 3. Τό ἔλλειμμα περιορίστηκε. [990, 1810, 1175, 1886]
column-rule [1541, 20, 1542, 2310]
article-jealous [0, 734, 388, 1632]
edge-glyph: Ι [1547, 1216, 1551, 1225]
section-head: ΝΕΕΣ ΑΠΟΦΑΣΕΙΣ [1026, 410, 1134, 423]
paragraph: ΑΘΗΝΑ, 21.— Παράδειγμα γιά τούς ἄλλους οἰκονομικούς φορεῖς ἀποτελεῖ ἡ ἀπόφαση τῶν ἐπιμελητηρίων νά συνεχίσουν τόν αὐτοπεριορισμό τῶν εἰσαγωγῶν ὡς τό Δεκέμβριο. Ὁ πρωθυπουργός κ. Καραμανλής ἐξέφρασε τήν ἱκανοποίησή του γιά τήν ἀπόφαση. Ὅπως δήλωσαν οἱ ἐκπρόσωποι, ἡ συγκράτηση τῶν εἰσαγωγῶν βοήθησε στή μείωση τοῦ ἐλλείμματος τοῦ ἐμπορικοῦ ἰσοζυγίου. [985, 507, 1175, 626]
paragraph: ΑΘΗΝΑ, 21.— Παράδειγμα γιά τούς ἄλλους οἰκονομικούς φορεῖς ἀποτελεῖ ἡ ἀπόφαση τῶν ἐπιμελητηρίων νά συνεχίσουν τόν αὐτοπεριορισμό τῶν εἰσαγωγῶν ὡς τό Δεκέμβριο. Ὁ πρωθυπουργός κ. Καραμανλής ἐξέφρασε τήν ἱκανοποίησή του γιά τήν ἀπόφαση. Ὅπως δήλωσαν οἱ ἐκπρόσωποι, ἡ συγκράτηση τῶν εἰσαγωγῶν βοήθησε στή μείωση τοῦ ἐλλείμματος τοῦ ἐμπορικοῦ ἰσοζυγίου. [585, 339, 776, 458]
headline-line: ΑΝΑΚΟΙΝΩΣΑΝ ΟΙ ΓΙΑΤΡΟΙ [1198, 115, 1532, 139]
